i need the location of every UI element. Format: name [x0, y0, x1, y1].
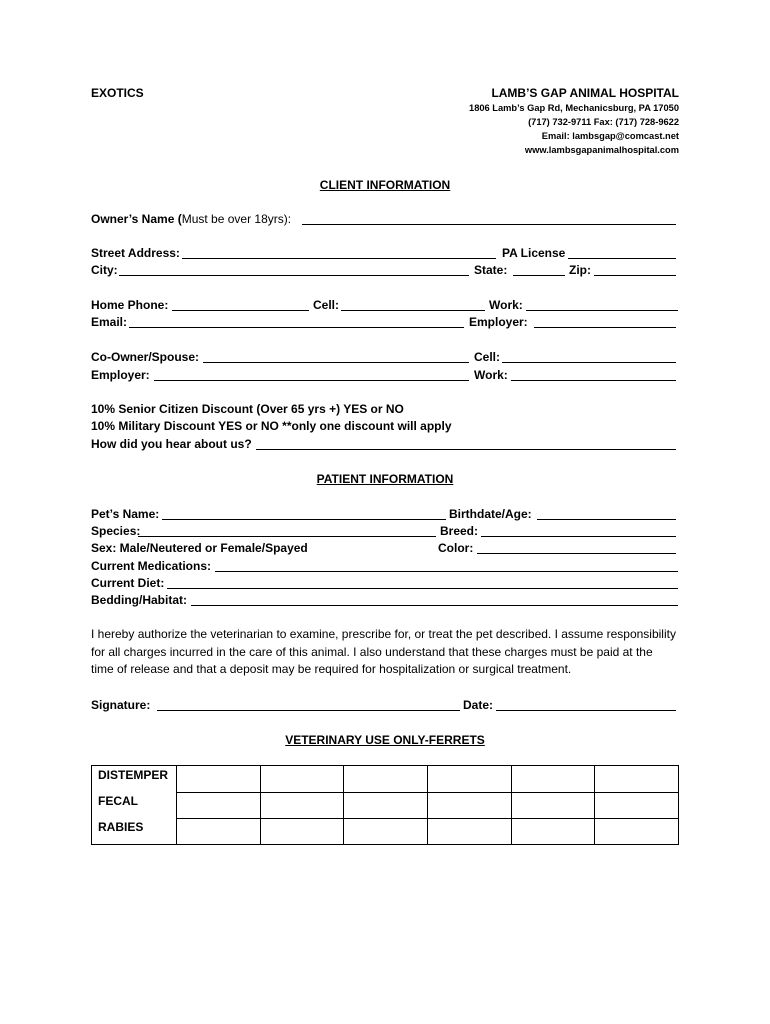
- birthdate-label: Birthdate/Age:: [449, 507, 532, 521]
- sex-option[interactable]: Sex: Male/Neutered or Female/Spayed: [91, 541, 308, 555]
- table-cell[interactable]: [260, 766, 344, 793]
- cell-label: Cell:: [313, 298, 340, 312]
- co-owner-employer-label: Employer:: [91, 368, 150, 382]
- state-field[interactable]: [513, 275, 565, 276]
- military-discount-option[interactable]: 10% Military Discount YES or NO **only one discount will apply: [91, 419, 452, 433]
- hospital-name: LAMB’S GAP ANIMAL HOSPITAL: [491, 86, 679, 100]
- senior-discount-option[interactable]: 10% Senior Citizen Discount (Over 65 yrs +) YES or NO: [91, 402, 404, 416]
- co-owner-work-label: Work:: [474, 368, 508, 382]
- email-field[interactable]: [129, 327, 464, 328]
- owner-name-field[interactable]: [302, 224, 676, 225]
- diet-label: Current Diet:: [91, 576, 165, 590]
- diet-field[interactable]: [167, 588, 678, 589]
- table-cell[interactable]: [344, 818, 428, 845]
- bedding-field[interactable]: [191, 605, 678, 606]
- table-cell[interactable]: [595, 792, 679, 818]
- table-row: [92, 792, 679, 818]
- signature-label: Signature:: [91, 698, 151, 712]
- referral-source-label: How did you hear about us?: [91, 437, 252, 451]
- hospital-address: 1806 Lamb’s Gap Rd, Mechanicsburg, PA 17050: [469, 103, 679, 113]
- city-field[interactable]: [119, 275, 469, 276]
- table-row: [92, 818, 679, 845]
- medications-label: Current Medications:: [91, 559, 212, 573]
- date-label: Date:: [463, 698, 494, 712]
- bedding-label: Bedding/Habitat:: [91, 593, 187, 607]
- table-cell[interactable]: [177, 766, 261, 793]
- co-owner-cell-label: Cell:: [474, 350, 501, 364]
- owner-name-note: Must be over 18yrs):: [181, 212, 292, 226]
- rabies-label: RABIES: [92, 818, 177, 845]
- authorization-statement: I hereby authorize the veterinarian to examine, prescribe for, or treat the pet described. I assume responsibility for all charges incurred in the care of this animal. I also understand that these charges must be paid at the time of release and that a deposit may be required for hospitalization or surgical treatment.: [91, 627, 676, 676]
- co-owner-label: Co-Owner/Spouse:: [91, 350, 200, 364]
- table-cell[interactable]: [595, 818, 679, 845]
- work-label: Work:: [489, 298, 523, 312]
- color-label: Color:: [438, 541, 474, 555]
- date-field[interactable]: [496, 710, 676, 711]
- table-cell[interactable]: [260, 792, 344, 818]
- table-cell[interactable]: [511, 766, 595, 793]
- birthdate-field[interactable]: [537, 519, 676, 520]
- table-cell[interactable]: [177, 818, 261, 845]
- work-field[interactable]: [526, 310, 678, 311]
- employer-label: Employer:: [469, 315, 528, 329]
- pa-license-label: PA License: [502, 246, 566, 260]
- co-owner-work-field[interactable]: [511, 380, 676, 381]
- table-cell[interactable]: [177, 792, 261, 818]
- owner-name-label: Owner’s Name (: [91, 212, 182, 226]
- state-label: State:: [474, 263, 508, 277]
- form-category: EXOTICS: [91, 86, 144, 100]
- home-phone-field[interactable]: [172, 310, 309, 311]
- co-owner-field[interactable]: [203, 362, 469, 363]
- table-cell[interactable]: [344, 766, 428, 793]
- table-cell[interactable]: [427, 818, 511, 845]
- co-owner-cell-field[interactable]: [502, 362, 676, 363]
- table-cell[interactable]: [511, 792, 595, 818]
- cell-field[interactable]: [341, 310, 485, 311]
- table-row: [92, 766, 679, 793]
- pet-name-field[interactable]: [162, 519, 446, 520]
- medications-field[interactable]: [215, 571, 678, 572]
- table-cell[interactable]: [427, 766, 511, 793]
- ferret-vaccination-table: [91, 765, 679, 845]
- owner-name-row: [91, 212, 291, 226]
- home-phone-label: Home Phone:: [91, 298, 169, 312]
- street-address-label: Street Address:: [91, 246, 180, 260]
- hospital-email: Email: lambsgap@comcast.net: [541, 131, 679, 141]
- pa-license-field[interactable]: [568, 258, 676, 259]
- hospital-phone-fax: (717) 732-9711 Fax: (717) 728-9622: [528, 117, 679, 127]
- color-field[interactable]: [477, 553, 676, 554]
- fecal-label: FECAL: [92, 792, 177, 818]
- table-cell[interactable]: [511, 818, 595, 845]
- referral-source-field[interactable]: [256, 449, 676, 450]
- zip-label: Zip:: [569, 263, 591, 277]
- client-section-title: CLIENT INFORMATION: [319, 178, 451, 192]
- pet-name-label: Pet’s Name:: [91, 507, 160, 521]
- vet-use-section-title: VETERINARY USE ONLY-FERRETS: [285, 733, 485, 747]
- signature-field[interactable]: [157, 710, 460, 711]
- species-label: Species:: [91, 524, 141, 538]
- table-cell[interactable]: [595, 766, 679, 793]
- employer-field[interactable]: [534, 327, 676, 328]
- breed-field[interactable]: [481, 536, 676, 537]
- city-label: City:: [91, 263, 118, 277]
- street-address-field[interactable]: [182, 258, 496, 259]
- zip-field[interactable]: [594, 275, 676, 276]
- hospital-website[interactable]: www.lambsgapanimalhospital.com: [524, 145, 679, 155]
- breed-label: Breed:: [440, 524, 479, 538]
- table-cell[interactable]: [260, 818, 344, 845]
- distemper-label: DISTEMPER: [92, 766, 177, 793]
- patient-section-title: PATIENT INFORMATION: [316, 472, 454, 486]
- email-label: Email:: [91, 315, 128, 329]
- species-field[interactable]: [138, 536, 436, 537]
- table-cell[interactable]: [344, 792, 428, 818]
- table-cell[interactable]: [427, 792, 511, 818]
- co-owner-employer-field[interactable]: [154, 380, 469, 381]
